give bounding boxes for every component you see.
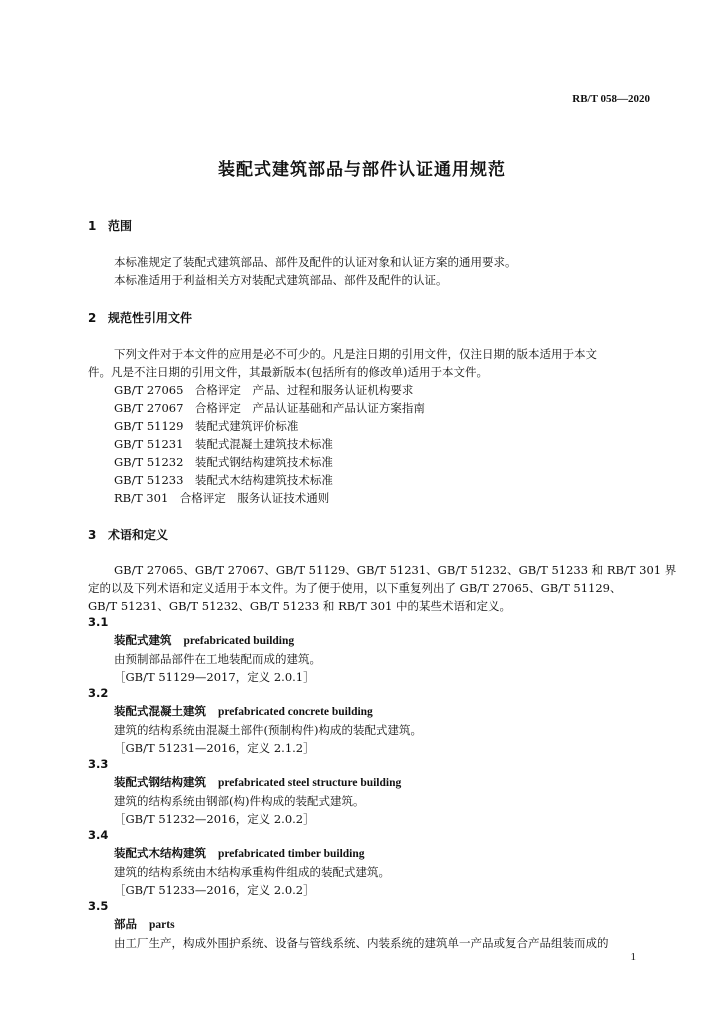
term-definition: 建筑的结构系统由木结构承重构件组成的装配式建筑。 (114, 865, 390, 879)
document-code: RB/T 058—2020 (572, 93, 650, 105)
term-definition: 由工厂生产，构成外围护系统、设备与管线系统、内装系统的建筑单一产品或复合产品组装而成的 (114, 936, 609, 950)
reference-item: RB/T 301 合格评定 服务认证技术通则 (114, 491, 330, 505)
paragraph: 本标准适用于利益相关方对装配式建筑部品、部件及配件的认证。 (114, 273, 448, 287)
paragraph: 件。凡是不注日期的引用文件，其最新版本(包括所有的修改单)适用于本文件。 (88, 365, 488, 379)
paragraph: 本标准规定了装配式建筑部品、部件及配件的认证对象和认证方案的通用要求。 (114, 255, 517, 269)
section-title: 术语和定义 (108, 528, 169, 542)
term-en: prefabricated steel structure building (218, 777, 402, 789)
term-en: prefabricated concrete building (218, 706, 373, 718)
term-zh: 装配式建筑 (114, 633, 172, 647)
term-source: ［GB/T 51232—2016，定义 2.0.2］ (114, 812, 315, 826)
term-number: 3.2 (88, 686, 109, 700)
reference-item: GB/T 51232 装配式钢结构建筑技术标准 (114, 455, 333, 469)
term-heading (114, 845, 365, 861)
term-en: prefabricated building (183, 635, 295, 647)
term-heading (114, 916, 175, 932)
term-number: 3.3 (88, 757, 109, 771)
term-number: 3.4 (88, 828, 109, 842)
term-en: parts (149, 919, 175, 931)
term-zh: 部品 (114, 917, 137, 931)
reference-item: GB/T 51231 装配式混凝土建筑技术标准 (114, 437, 333, 451)
term-number: 3.5 (88, 899, 109, 913)
paragraph: GB/T 27065、GB/T 27067、GB/T 51129、GB/T 51231、GB/T 51232、GB/T 51233 和 RB/T 301 界 (114, 563, 677, 577)
section-number: 2 (88, 311, 97, 325)
term-zh: 装配式钢结构建筑 (114, 775, 206, 789)
term-source: ［GB/T 51129—2017，定义 2.0.1］ (114, 670, 315, 684)
section-3-heading (88, 526, 168, 543)
paragraph: GB/T 51231、GB/T 51232、GB/T 51233 和 RB/T 301 中的某些术语和定义。 (88, 599, 511, 613)
term-zh: 装配式木结构建筑 (114, 846, 206, 860)
reference-item: GB/T 51233 装配式木结构建筑技术标准 (114, 473, 333, 487)
section-number: 3 (88, 528, 97, 542)
section-title: 规范性引用文件 (108, 311, 193, 325)
term-definition: 建筑的结构系统由钢部(构)件构成的装配式建筑。 (114, 794, 365, 808)
page-title: 装配式建筑部品与部件认证通用规范 (218, 160, 506, 180)
section-number: 1 (88, 219, 97, 233)
term-number: 3.1 (88, 615, 109, 629)
section-1-heading (88, 217, 132, 234)
term-heading (114, 632, 294, 648)
term-source: ［GB/T 51231—2016，定义 2.1.2］ (114, 741, 315, 755)
reference-item: GB/T 51129 装配式建筑评价标准 (114, 419, 299, 433)
reference-item: GB/T 27067 合格评定 产品认证基础和产品认证方案指南 (114, 401, 425, 415)
term-zh: 装配式混凝土建筑 (114, 704, 206, 718)
section-title: 范围 (108, 219, 133, 233)
term-heading (114, 774, 401, 790)
paragraph: 定的以及下列术语和定义适用于本文件。为了便于使用，以下重复列出了 GB/T 27065、GB/T 51129、 (88, 581, 622, 595)
term-definition: 建筑的结构系统由混凝土部件(预制构件)构成的装配式建筑。 (114, 723, 422, 737)
paragraph: 下列文件对于本文件的应用是必不可少的。凡是注日期的引用文件，仅注日期的版本适用于本文 (114, 347, 597, 361)
term-source: ［GB/T 51233—2016，定义 2.0.2］ (114, 883, 315, 897)
section-2-heading (88, 309, 192, 326)
page-number: 1 (630, 951, 636, 963)
reference-item: GB/T 27065 合格评定 产品、过程和服务认证机构要求 (114, 383, 414, 397)
term-en: prefabricated timber building (218, 848, 365, 860)
term-definition: 由预制部品部件在工地装配而成的建筑。 (114, 652, 321, 666)
term-heading (114, 703, 373, 719)
